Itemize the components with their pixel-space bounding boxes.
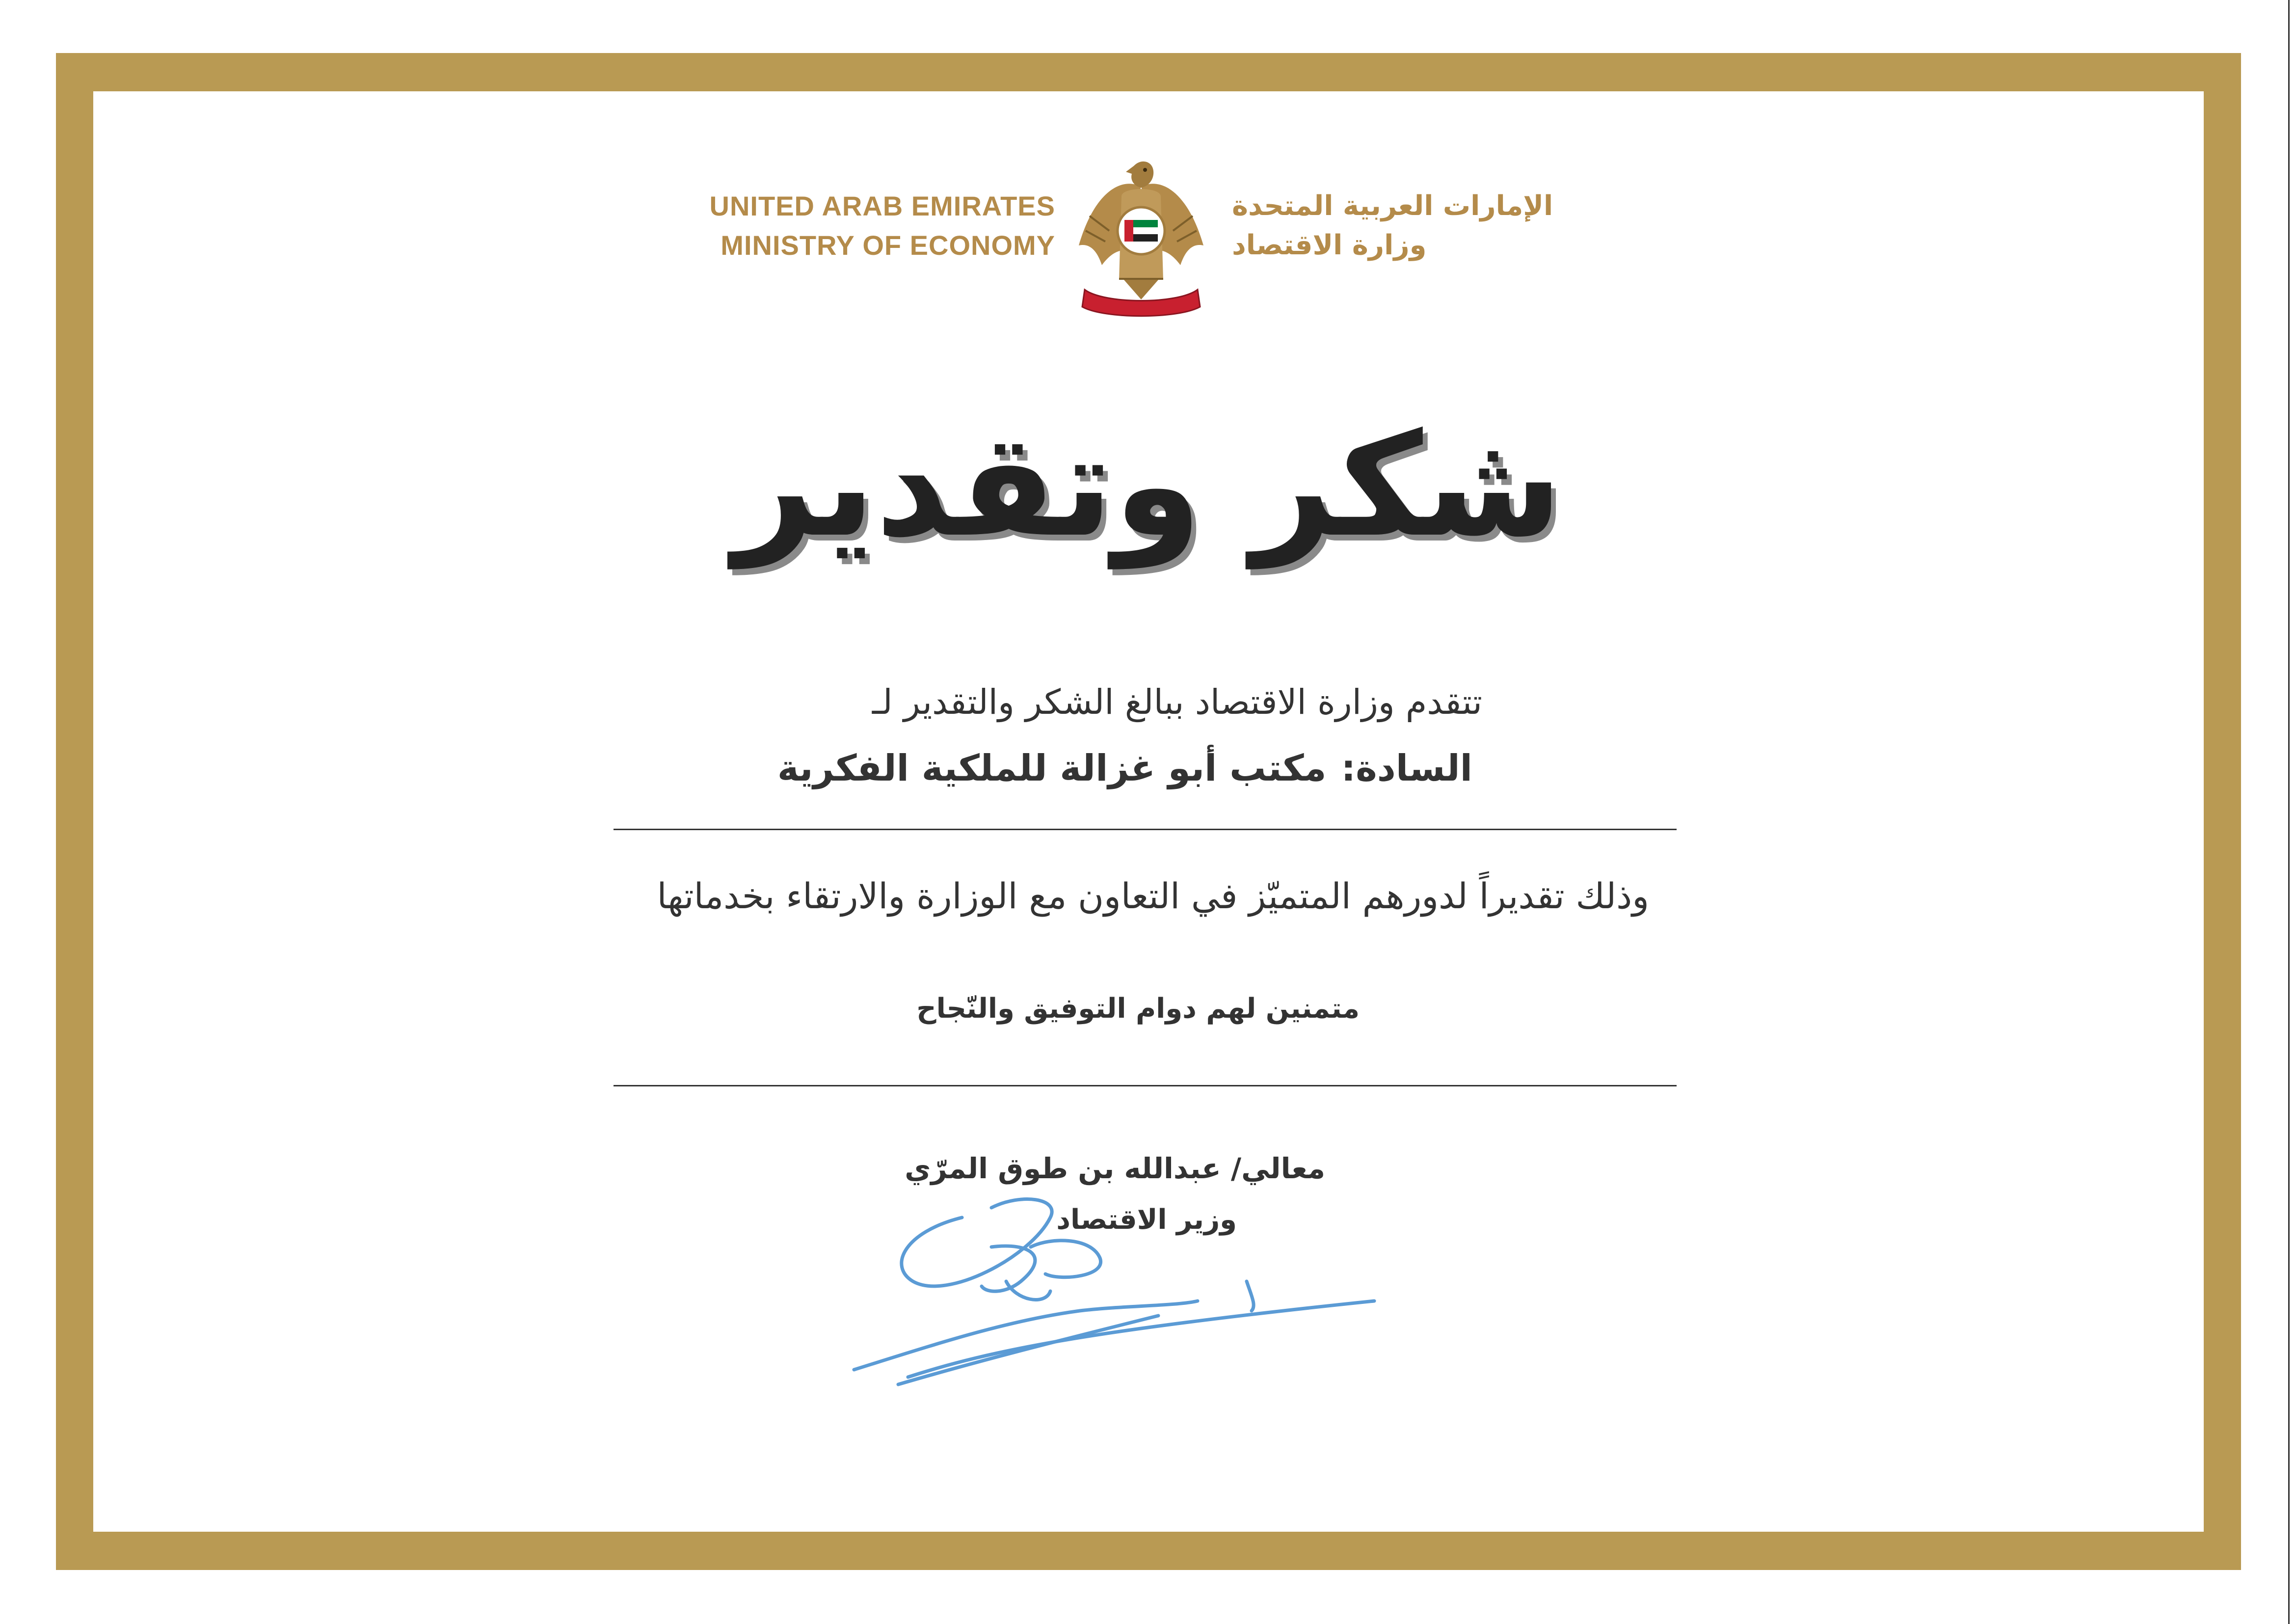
recipient-name: مكتب أبو غزالة للملكية الفكرية bbox=[777, 747, 1327, 789]
handwritten-signature-icon bbox=[844, 1188, 1384, 1399]
divider-line-bottom bbox=[614, 1085, 1677, 1086]
recipient-prefix: السادة: bbox=[1341, 747, 1472, 789]
certificate-title: شكر وتقدير bbox=[733, 403, 1563, 568]
intro-text: تتقدم وزارة الاقتصاد ببالغ الشكر والتقدير لـ bbox=[872, 682, 1482, 722]
signatory-name: معالي/ عبدالله بن طوق المرّي bbox=[905, 1152, 1325, 1185]
header-arabic-country: الإمارات العربية المتحدة bbox=[1232, 190, 1553, 222]
scan-edge-line bbox=[2288, 0, 2290, 1624]
header-english-country: UNITED ARAB EMIRATES bbox=[709, 190, 1055, 221]
header-arabic-ministry: وزارة الاقتصاد bbox=[1232, 229, 1427, 261]
wishes-text: متمنين لهم دوام التوفيق والنّجاح bbox=[916, 993, 1360, 1025]
signatory-position: وزير الاقتصاد bbox=[1056, 1204, 1237, 1236]
header-arabic bbox=[1232, 187, 1575, 265]
reason-text: وذلك تقديراً لدورهم المتميّز في التعاون مع الوزارة والارتقاء بخدماتها bbox=[657, 875, 1649, 917]
header-english-ministry: MINISTRY OF ECONOMY bbox=[721, 230, 1055, 261]
uae-falcon-emblem-icon bbox=[1075, 157, 1207, 319]
divider-line-top bbox=[614, 829, 1677, 830]
header-english bbox=[677, 187, 1055, 265]
recipient-line bbox=[687, 741, 1472, 795]
